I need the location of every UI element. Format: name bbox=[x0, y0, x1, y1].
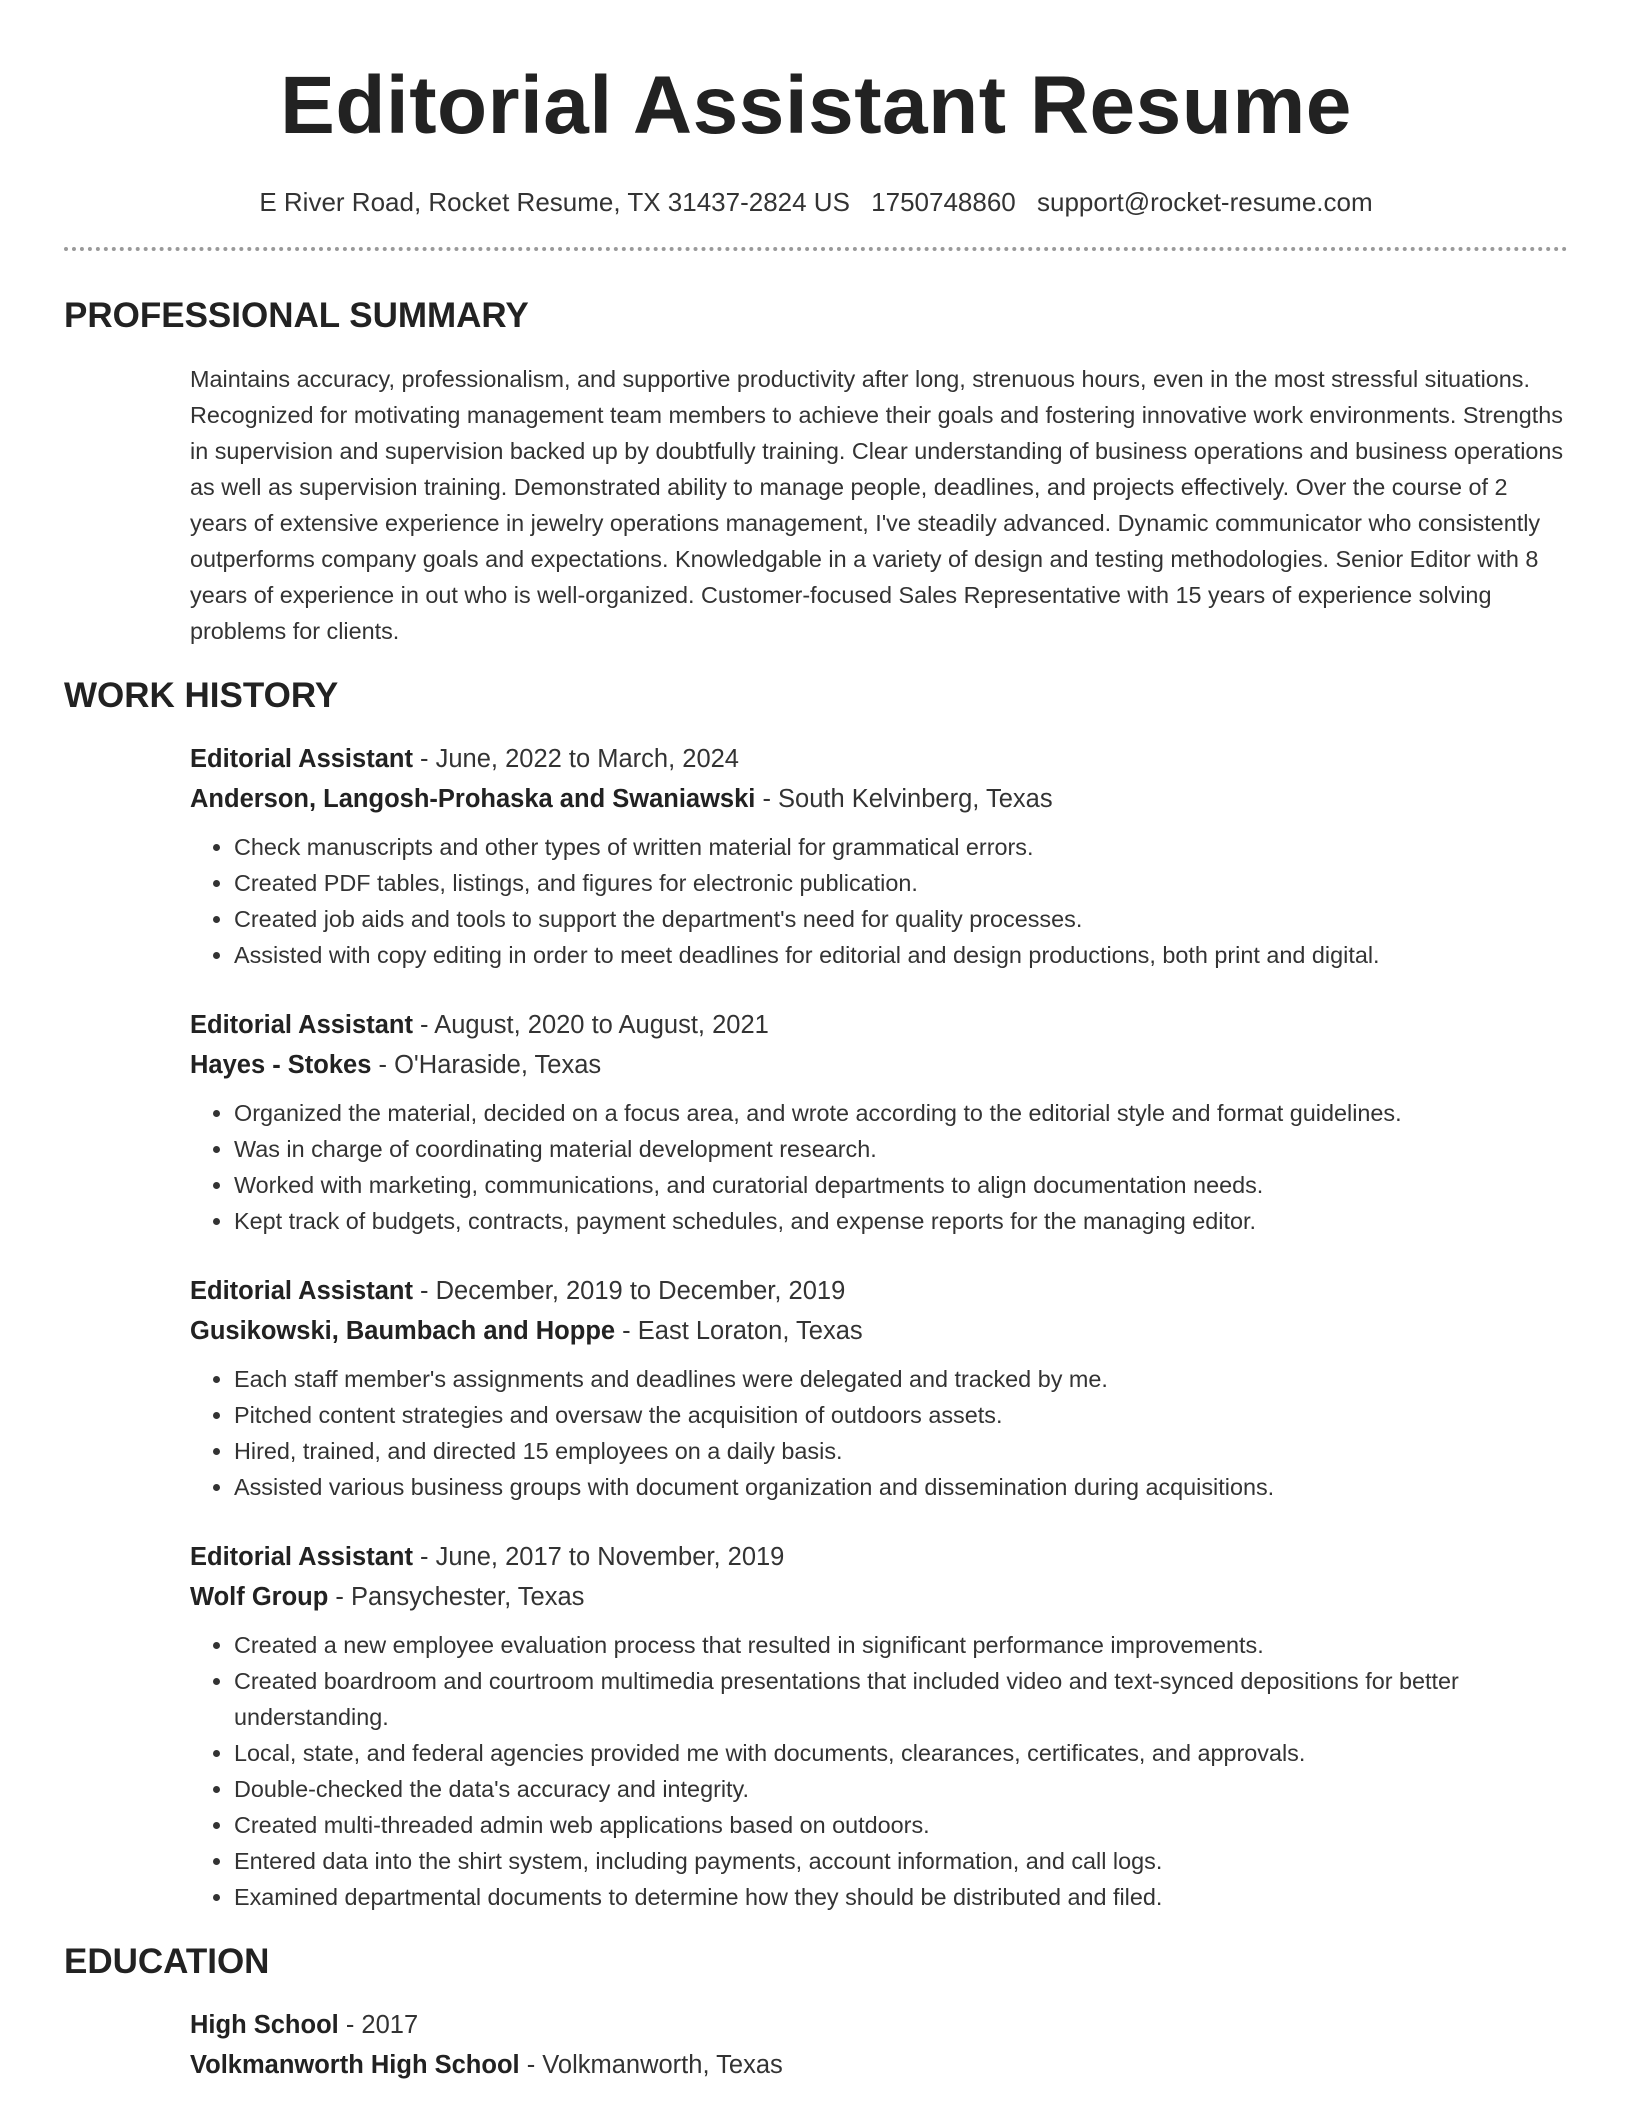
education-location: - Volkmanworth, Texas bbox=[519, 2051, 783, 2079]
job-location: - Pansychester, Texas bbox=[328, 1583, 585, 1611]
page-title: Editorial Assistant Resume bbox=[280, 60, 1352, 151]
header-divider bbox=[64, 247, 1568, 251]
job-bullet: • Entered data into the shirt system, including payments, account information, and call logs. bbox=[234, 1843, 1568, 1879]
work-history-heading: WORK HISTORY bbox=[64, 676, 339, 715]
job-entry bbox=[190, 1537, 1568, 1915]
job-bullet: • Pitched content strategies and oversaw the acquisition of outdoors assets. bbox=[234, 1397, 1568, 1433]
job-bullet: • Check manuscripts and other types of written material for grammatical errors. bbox=[234, 829, 1568, 865]
job-title-line bbox=[190, 739, 1568, 779]
job-title-line bbox=[190, 1537, 1568, 1577]
job-entry bbox=[190, 1271, 1568, 1505]
contact-line bbox=[64, 186, 1568, 218]
job-company-line bbox=[190, 779, 1568, 819]
education-heading: EDUCATION bbox=[64, 1942, 270, 1981]
summary-heading: PROFESSIONAL SUMMARY bbox=[64, 296, 529, 335]
job-bullets bbox=[190, 1627, 1568, 1915]
job-bullet: • Organized the material, decided on a focus area, and wrote according to the editorial style and format guidelines. bbox=[234, 1095, 1568, 1131]
job-title: Editorial Assistant bbox=[190, 1277, 413, 1305]
summary-text: Maintains accuracy, professionalism, and supportive productivity after long, strenuous hours, even in the most stressful situations. Recognized for motivating management team members to achieve their goals and fostering innovative work environments. Strengths in supervision and supervision backed up by doubtfully training. Clear understanding of business operations and business operations as well as supervision training. Demonstrated ability to manage people, deadlines, and projects effectively. Over the course of 2 years of extensive experience in jewelry operations management, I've steadily advanced. Dynamic communicator who consistently outperforms company goals and expectations. Knowledgable in a variety of design and testing methodologies. Senior Editor with 8 years of experience in out who is well-organized. Customer-focused Sales Representative with 15 years of experience solving problems for clients. bbox=[190, 366, 1564, 644]
education-school-line bbox=[190, 2045, 1568, 2085]
job-company: Anderson, Langosh-Prohaska and Swaniawski bbox=[190, 785, 756, 813]
education-entry bbox=[190, 2005, 1568, 2085]
job-entry bbox=[190, 1005, 1568, 1239]
job-bullet: • Created job aids and tools to support the department's need for quality processes. bbox=[234, 901, 1568, 937]
job-bullet: • Assisted with copy editing in order to meet deadlines for editorial and design productions, both print and digital. bbox=[234, 937, 1568, 973]
job-company-line bbox=[190, 1577, 1568, 1617]
education-degree: High School bbox=[190, 2011, 339, 2039]
job-company: Wolf Group bbox=[190, 1583, 329, 1611]
job-bullet: • Created boardroom and courtroom multimedia presentations that included video and text-synced depositions for better understanding. bbox=[234, 1663, 1568, 1735]
job-bullet: • Created PDF tables, listings, and figures for electronic publication. bbox=[234, 865, 1568, 901]
job-title-line bbox=[190, 1005, 1568, 1045]
contact-address: E River Road, Rocket Resume, TX 31437-2824 US bbox=[259, 187, 850, 217]
contact-email: support@rocket-resume.com bbox=[1037, 187, 1373, 217]
job-bullet: • Worked with marketing, communications, and curatorial departments to align documentation needs. bbox=[234, 1167, 1568, 1203]
education-school: Volkmanworth High School bbox=[190, 2051, 520, 2079]
job-dates: - June, 2022 to March, 2024 bbox=[412, 745, 739, 773]
job-dates: - June, 2017 to November, 2019 bbox=[412, 1543, 785, 1571]
job-dates: - August, 2020 to August, 2021 bbox=[412, 1011, 769, 1039]
job-title: Editorial Assistant bbox=[190, 745, 413, 773]
job-bullet: • Each staff member's assignments and deadlines were delegated and tracked by me. bbox=[234, 1361, 1568, 1397]
job-location: - O'Haraside, Texas bbox=[371, 1051, 602, 1079]
contact-phone: 1750748860 bbox=[871, 187, 1016, 217]
job-bullet: • Examined departmental documents to determine how they should be distributed and filed. bbox=[234, 1879, 1568, 1915]
education-degree-line bbox=[190, 2005, 1568, 2045]
job-company-line bbox=[190, 1311, 1568, 1351]
work-history-list bbox=[190, 739, 1568, 1915]
job-title: Editorial Assistant bbox=[190, 1543, 413, 1571]
job-bullet: • Created multi-threaded admin web applications based on outdoors. bbox=[234, 1807, 1568, 1843]
job-title: Editorial Assistant bbox=[190, 1011, 413, 1039]
job-location: - East Loraton, Texas bbox=[615, 1317, 863, 1345]
job-location: - South Kelvinberg, Texas bbox=[755, 785, 1053, 813]
job-bullets bbox=[190, 1095, 1568, 1239]
job-bullet: • Local, state, and federal agencies provided me with documents, clearances, certificates, and approvals. bbox=[234, 1735, 1568, 1771]
job-dates: - December, 2019 to December, 2019 bbox=[412, 1277, 846, 1305]
job-company: Gusikowski, Baumbach and Hoppe bbox=[190, 1317, 616, 1345]
job-entry bbox=[190, 739, 1568, 973]
job-bullet: • Hired, trained, and directed 15 employees on a daily basis. bbox=[234, 1433, 1568, 1469]
job-bullet: • Kept track of budgets, contracts, payment schedules, and expense reports for the managing editor. bbox=[234, 1203, 1568, 1239]
job-bullet: • Double-checked the data's accuracy and integrity. bbox=[234, 1771, 1568, 1807]
job-company: Hayes - Stokes bbox=[190, 1051, 372, 1079]
job-bullets bbox=[190, 1361, 1568, 1505]
job-bullets bbox=[190, 829, 1568, 973]
education-year: - 2017 bbox=[338, 2011, 419, 2039]
job-bullet: • Assisted various business groups with document organization and dissemination during acquisitions. bbox=[234, 1469, 1568, 1505]
job-bullet: • Created a new employee evaluation process that resulted in significant performance improvements. bbox=[234, 1627, 1568, 1663]
job-bullet: • Was in charge of coordinating material development research. bbox=[234, 1131, 1568, 1167]
job-title-line bbox=[190, 1271, 1568, 1311]
job-company-line bbox=[190, 1045, 1568, 1085]
